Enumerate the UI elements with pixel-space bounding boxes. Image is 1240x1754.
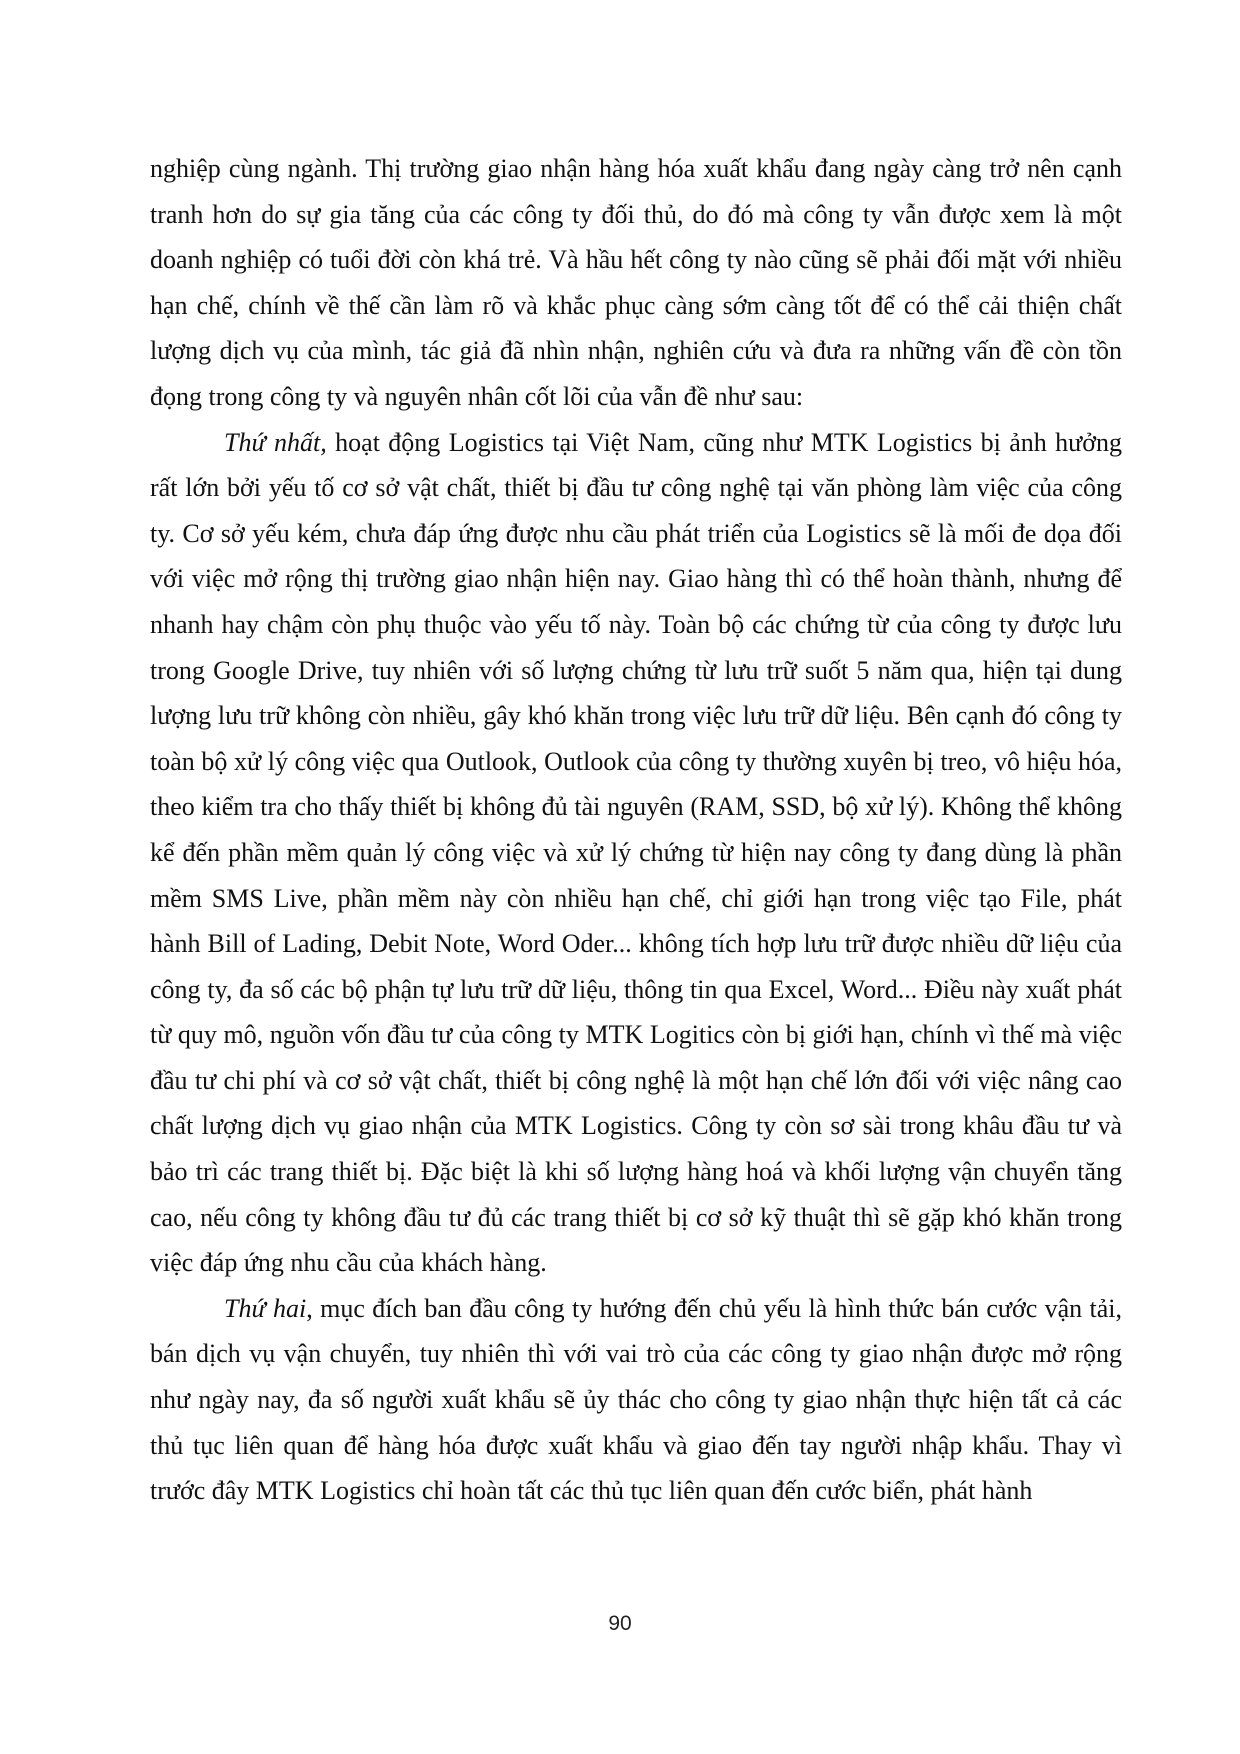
paragraph-3 xyxy=(150,1286,1122,1514)
document-body xyxy=(150,146,1122,1514)
paragraph-2-lead: Thứ nhất, xyxy=(224,427,327,457)
page-number: 90 xyxy=(608,1612,632,1635)
paragraph-3-lead: Thứ hai xyxy=(224,1293,307,1323)
paragraph-1 xyxy=(150,146,1122,420)
paragraph-1-text: nghiệp cùng ngành. Thị trường giao nhận hàng hóa xuất khẩu đang ngày càng trở nên cạnh tranh hơn do sự gia tăng của các công ty đối thủ, do đó mà công ty vẫn được xem là một doanh nghiệp có tuổi đời còn khá trẻ. Và hầu hết công ty nào cũng sẽ phải đối mặt với nhiều hạn chế, chính về thế cần làm rõ và khắc phục càng sớm càng tốt để có thể cải thiện chất lượng dịch vụ của mình, tác giả đã nhìn nhận, nghiên cứu và đưa ra những vấn đề còn tồn đọng trong công ty và nguyên nhân cốt lõi của vẫn đề như sau: xyxy=(150,154,1122,411)
paragraph-2-text: hoạt động Logistics tại Việt Nam, cũng như MTK Logistics bị ảnh hưởng rất lớn bởi yếu tố cơ sở vật chất, thiết bị đầu tư công nghệ tại văn phòng làm việc của công ty. Cơ sở yếu kém, chưa đáp ứng được nhu cầu phát triển của Logistics sẽ là mối đe dọa đối với việc mở rộng thị trường giao nhận hiện nay. Giao hàng thì có thể hoàn thành, nhưng để nhanh hay chậm còn phụ thuộc vào yếu tố này. Toàn bộ các chứng từ của công ty được lưu trong Google Drive, tuy nhiên với số lượng chứng từ lưu trữ suốt 5 năm qua, hiện tại dung lượng lưu trữ không còn nhiều, gây khó khăn trong việc lưu trữ dữ liệu. Bên cạnh đó công ty toàn bộ xử lý công việc qua Outlook, Outlook của công ty thường xuyên bị treo, vô hiệu hóa, theo kiểm tra cho thấy thiết bị không đủ tài nguyên (RAM, SSD, bộ xử lý). Không thể không kể đến phần mềm quản lý công việc và xử lý chứng từ hiện nay công ty đang dùng là phần mềm SMS Live, phần mềm này còn nhiều hạn chế, chỉ giới hạn trong việc tạo File, phát hành Bill of Lading, Debit Note, Word Oder... không tích hợp lưu trữ được nhiều dữ liệu của công ty, đa số các bộ phận tự lưu trữ dữ liệu, thông tin qua Excel, Word... Điều này xuất phát từ quy mô, nguồn vốn đầu tư của công ty MTK Logitics còn bị giới hạn, chính vì thế mà việc đầu tư chi phí và cơ sở vật chất, thiết bị công nghệ là một hạn chế lớn đối với việc nâng cao chất lượng dịch vụ giao nhận của MTK Logistics. Công ty còn sơ sài trong khâu đầu tư và bảo trì các trang thiết bị. Đặc biệt là khi số lượng hàng hoá và khối lượng vận chuyển tăng cao, nếu công ty không đầu tư đủ các trang thiết bị cơ sở kỹ thuật thì sẽ gặp khó khăn trong việc đáp ứng nhu cầu của khách hàng. xyxy=(150,427,1122,1278)
paragraph-3-text: , mục đích ban đầu công ty hướng đến chủ yếu là hình thức bán cước vận tải, bán dịch vụ vận chuyển, tuy nhiên thì với vai trò của các công ty giao nhận được mở rộng như ngày nay, đa số người xuất khẩu sẽ ủy thác cho công ty giao nhận thực hiện tất cả các thủ tục liên quan để hàng hóa được xuất khẩu và giao đến tay người nhập khẩu. Thay vì trước đây MTK Logistics chỉ hoàn tất các thủ tục liên quan đến cước biển, phát hành xyxy=(150,1293,1122,1506)
paragraph-2 xyxy=(150,420,1122,1286)
